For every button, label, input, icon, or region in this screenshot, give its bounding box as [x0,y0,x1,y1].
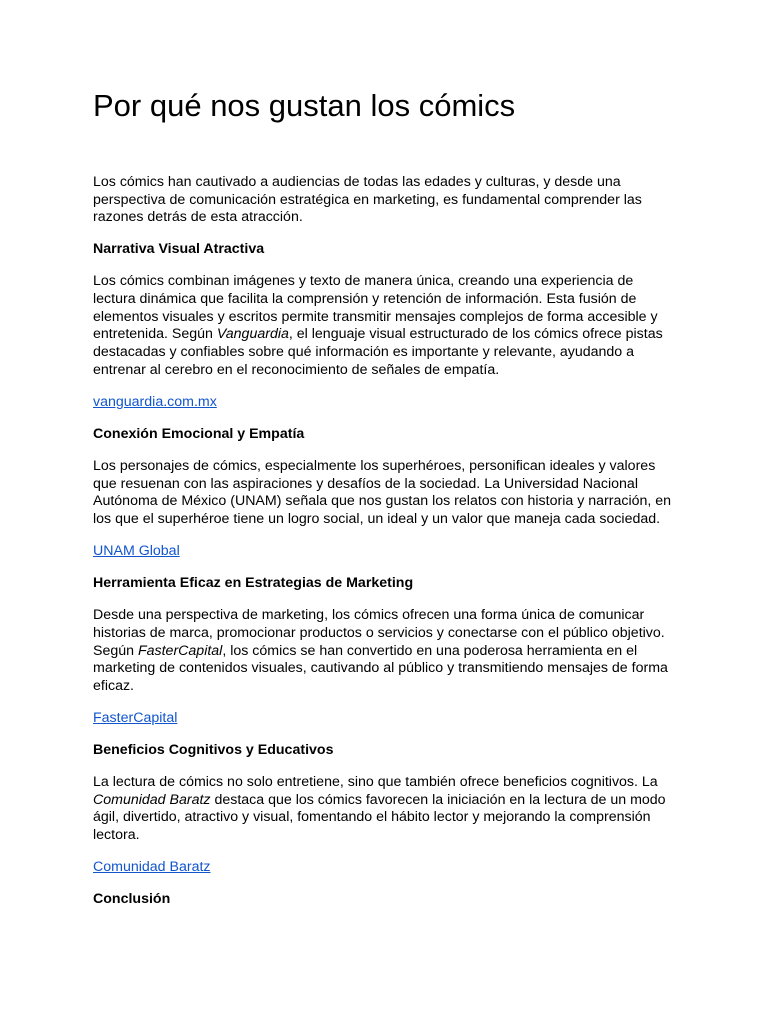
section-heading-beneficios: Beneficios Cognitivos y Educativos [93,741,334,758]
body-text: La lectura de cómics no solo entretiene, sino que también ofrece beneficios cognitivos. La [93,774,658,791]
source-link-fastercapital[interactable]: FasterCapital [93,710,178,727]
source-name-italic: Vanguardia [216,326,289,343]
source-link-unam[interactable]: UNAM Global [93,543,180,560]
section-body-beneficios [93,774,675,845]
section-body-herramienta [93,607,675,696]
body-text: destaca que los cómics favorecen la iniciación en la lectura de un modo ágil, divertido, atractivo y visual, fomentando el hábito lector y mejorando la comprensión lectora. [93,791,666,844]
body-text: , los cómics se han convertido en una poderosa herramienta en el marketing de contenidos visuales, cautivando al público y transmitiendo mensajes de forma eficaz. [93,642,668,694]
source-link-baratz[interactable]: Comunidad Baratz [93,859,211,876]
body-text: Desde una perspectiva de marketing, los cómics ofrecen una forma única de comunicar historias de marca, promocionar productos o servicios y conectarse con el público objetivo. Según [93,607,665,659]
section-heading-conexion: Conexión Emocional y Empatía [93,425,305,442]
body-text: Los personajes de cómics, especialmente los superhéroes, personifican ideales y valores que resuenan con las aspiraciones y desafíos de la sociedad. La Universidad Nacional Autónoma de México (UNAM) señala que nos gustan los relatos con historia y narración, en los que el superhéroe tiene un logro social, un ideal y un valor que maneja cada sociedad. [93,457,672,528]
section-heading-conclusion: Conclusión [93,891,171,908]
source-link-vanguardia[interactable]: vanguardia.com.mx [93,394,217,411]
intro-paragraph: Los cómics han cautivado a audiencias de todas las edades y culturas, y desde una perspectiva de comunicación estratégica en marketing, es fundamental comprender las razones detrás de esta atracción. [93,174,642,226]
source-name-italic: Comunidad Baratz [93,791,211,808]
source-name-italic: FasterCapital [137,642,223,659]
document-title: Por qué nos gustan los cómics [93,88,516,123]
section-heading-narrativa: Narrativa Visual Atractiva [93,241,265,258]
section-body-conexion [93,458,675,529]
section-body-narrativa [93,273,675,379]
section-heading-herramienta: Herramienta Eficaz en Estrategias de Marketing [93,574,414,591]
body-text: Los cómics combinan imágenes y texto de manera única, creando una experiencia de lectura dinámica que facilita la comprensión y retención de información. Esta fusión de elementos visuales y escritos permite transmitir mensajes complejos de forma accesible y entretenida. Según [93,273,658,343]
body-text: , el lenguaje visual estructurado de los cómics ofrece pistas destacadas y confiables sobre qué información es importante y relevante, ayudando a entrenar al cerebro en el reconocimiento de señales de empatía. [93,326,663,378]
